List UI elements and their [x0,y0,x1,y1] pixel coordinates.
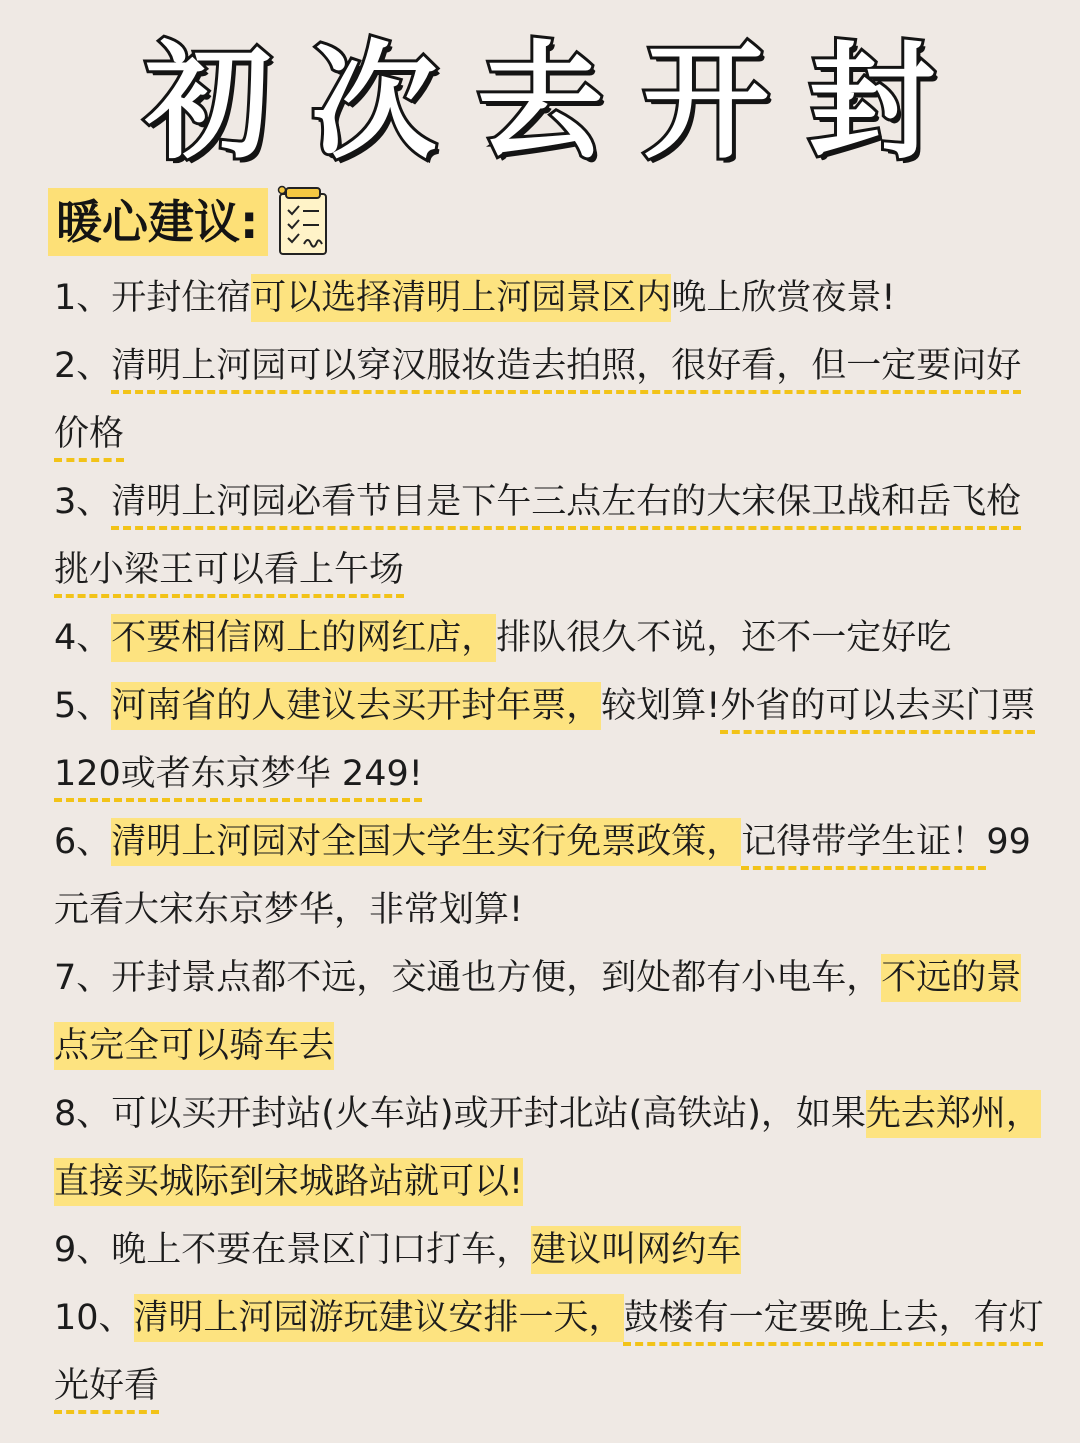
subtitle-label: 暖心建议: [48,188,268,256]
tips-list [54,264,1054,1420]
list-item: 3、清明上河园必看节目是下午三点左右的大宋保卫战和岳飞枪挑小梁王可以看上午场 [54,482,1022,590]
list-item: 9、晚上不要在景区门口打车，建议叫网约车 [54,1230,742,1270]
list-item: 2、清明上河园可以穿汉服妆造去拍照，很好看，但一定要问好价格 [54,346,1022,454]
list-item: 5、河南省的人建议去买开封年票，较划算!外省的可以去买门票 120或者东京梦华 249! [54,686,1036,794]
clipboard-checklist-icon [274,184,336,260]
subtitle-row [48,184,336,260]
list-item: 7、开封景点都不远，交通也方便，到处都有小电车，不远的景点完全可以骑车去 [54,958,1022,1066]
list-item: 6、清明上河园对全国大学生实行免票政策，记得带学生证！99元看大宋东京梦华，非常划算! [54,822,1031,930]
list-item: 8、可以买开封站(火车站)或开封北站(高铁站)，如果先去郑州，直接买城际到宋城路站就可以! [54,1094,1041,1202]
list-item: 4、不要相信网上的网红店，排队很久不说，还不一定好吃 [54,618,952,658]
list-item: 1、开封住宿可以选择清明上河园景区内晚上欣赏夜景! [54,278,896,318]
page-title: 初次去开封 [145,29,975,176]
list-item: 10、清明上河园游玩建议安排一天，鼓楼有一定要晚上去，有灯光好看 [54,1298,1044,1406]
